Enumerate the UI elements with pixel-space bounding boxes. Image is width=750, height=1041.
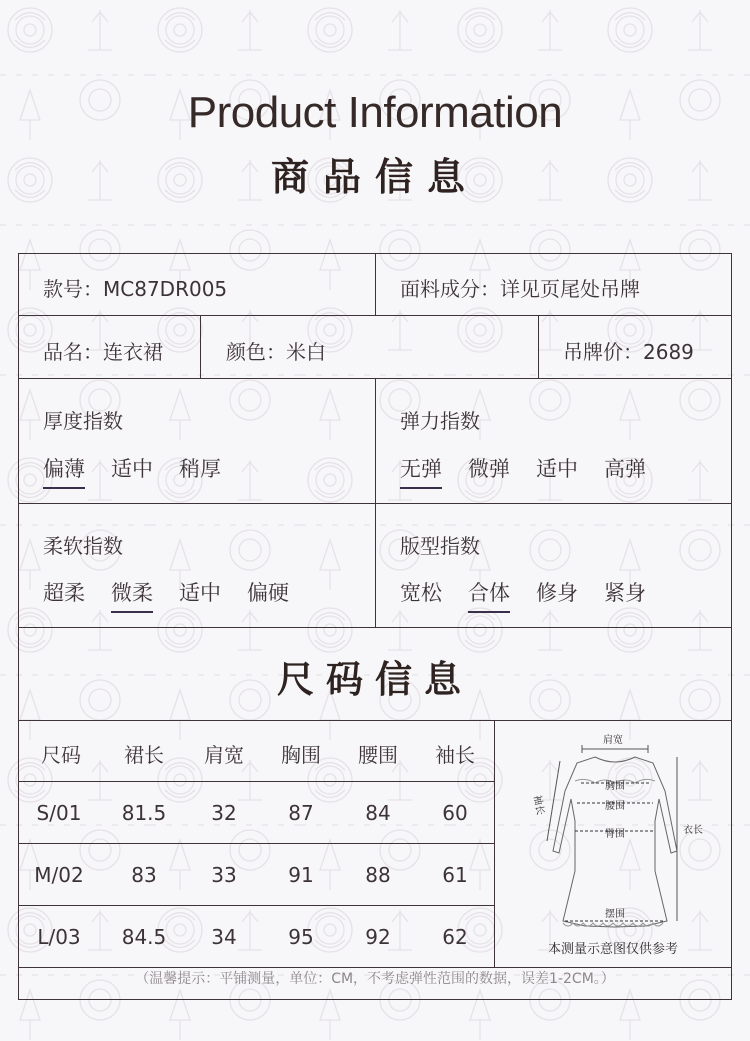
table-cell: 84	[365, 801, 391, 825]
table-cell: 81.5	[121, 801, 167, 825]
size-header-sleeve: 袖长	[435, 743, 475, 767]
table-cell: 84.5	[121, 925, 167, 949]
fit-option-slim: 修身	[536, 581, 578, 605]
dress-measurement-diagram	[495, 721, 731, 967]
diagram-label-shoulder: 肩宽	[603, 735, 623, 746]
elasticity-option-none: 无弹	[400, 453, 442, 489]
softness-index-label: 柔软指数	[43, 534, 123, 558]
table-cell: 87	[288, 801, 314, 825]
diagram-label-chest: 胸围	[605, 781, 625, 792]
table-cell: 95	[288, 925, 314, 949]
thickness-index-label: 厚度指数	[43, 409, 123, 433]
table-cell: 61	[442, 863, 468, 887]
table-cell: 88	[365, 863, 391, 887]
diagram-label-length: 衣长	[683, 825, 703, 836]
diagram-label-waist: 腰围	[605, 801, 625, 812]
size-header-shoulder: 肩宽	[204, 743, 244, 767]
title-english: Product Information	[187, 88, 563, 137]
table-cell: 92	[365, 925, 391, 949]
softness-option-medium: 适中	[179, 581, 221, 605]
diagram-label-hem: 摆围	[605, 909, 625, 920]
table-cell: S/01	[36, 801, 82, 825]
fit-option-regular: 合体	[468, 577, 510, 613]
table-cell: 34	[211, 925, 237, 949]
size-header-size: 尺码	[41, 743, 81, 767]
diagram-label-sleeve: 袖长	[531, 794, 546, 817]
warm-tip-footnote: （温馨提示：平铺测量，单位：CM，不考虑弹性范围的数据，误差1-2CM。）	[135, 971, 615, 987]
product-info-sheet	[18, 253, 732, 1000]
elasticity-option-slight: 微弹	[468, 457, 510, 481]
table-cell: 62	[442, 925, 468, 949]
fit-option-loose: 宽松	[400, 581, 442, 605]
product-name: 品名：连衣裙	[43, 340, 163, 364]
thickness-option-thin: 偏薄	[43, 453, 85, 489]
fit-index-label: 版型指数	[400, 534, 480, 558]
table-cell: 32	[211, 801, 237, 825]
elasticity-option-medium: 适中	[536, 457, 578, 481]
elasticity-index-label: 弹力指数	[400, 409, 480, 433]
size-info-title: 尺码信息	[277, 658, 473, 701]
softness-option-hard: 偏硬	[247, 581, 289, 605]
title-chinese: 商品信息	[270, 155, 479, 199]
tag-price: 吊牌价：2689	[563, 340, 694, 364]
table-cell: L/03	[37, 925, 81, 949]
table-cell: M/02	[34, 863, 84, 887]
softness-option-super-soft: 超柔	[43, 581, 85, 605]
style-number: 款号：MC87DR005	[43, 277, 228, 301]
size-header-chest: 胸围	[281, 743, 321, 767]
size-header-waist: 腰围	[358, 743, 398, 767]
table-cell: 33	[211, 863, 237, 887]
fabric-composition: 面料成分：详见页尾处吊牌	[400, 277, 640, 301]
fit-option-tight: 紧身	[604, 581, 646, 605]
product-color: 颜色：米白	[226, 340, 326, 364]
thickness-option-medium: 适中	[111, 457, 153, 481]
softness-option-soft: 微柔	[111, 577, 153, 613]
size-header-length: 裙长	[124, 743, 164, 767]
diagram-caption: 本测量示意图仅供参考	[547, 942, 679, 957]
thickness-option-thick: 稍厚	[179, 457, 221, 481]
table-cell: 83	[131, 863, 157, 887]
table-cell: 60	[442, 801, 468, 825]
elasticity-option-high: 高弹	[604, 457, 646, 481]
diagram-label-hip: 臀围	[605, 829, 625, 840]
table-cell: 91	[288, 863, 314, 887]
